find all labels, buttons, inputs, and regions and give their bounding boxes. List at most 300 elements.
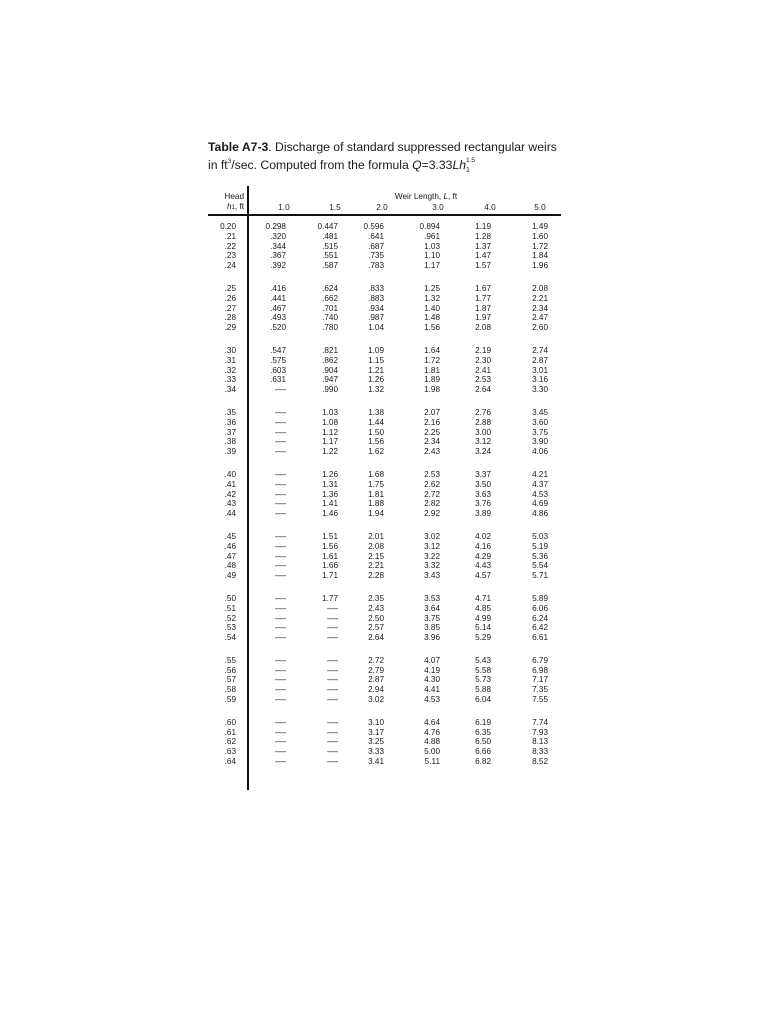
discharge-cell: 2.35 <box>368 593 384 603</box>
discharge-cell: 4.43 <box>475 561 491 571</box>
discharge-cell: .904 <box>322 365 338 375</box>
discharge-cell: 1.15 <box>368 355 384 365</box>
discharge-cell: 1.38 <box>368 407 384 417</box>
table-row <box>208 490 560 500</box>
discharge-cell: 1.26 <box>368 375 384 385</box>
discharge-cell: ----- <box>326 717 338 727</box>
discharge-cell: 1.03 <box>322 407 338 417</box>
row-group <box>208 594 560 643</box>
discharge-cell: .367 <box>270 251 286 261</box>
discharge-cell: 2.28 <box>368 571 384 581</box>
head-value-cell: .40 <box>224 469 236 479</box>
row-group <box>208 408 560 457</box>
discharge-cell: 1.26 <box>322 469 338 479</box>
discharge-cell: .735 <box>368 251 384 261</box>
discharge-cell: ----- <box>274 489 286 499</box>
discharge-cell: 6.04 <box>475 695 491 705</box>
discharge-cell: .551 <box>322 251 338 261</box>
discharge-cell: ----- <box>274 531 286 541</box>
discharge-cell: 1.49 <box>532 222 548 231</box>
table-row <box>208 437 560 447</box>
discharge-cell: 3.24 <box>475 447 491 457</box>
discharge-cell: 5.88 <box>475 685 491 695</box>
discharge-cell: 1.56 <box>368 437 384 447</box>
discharge-cell: 3.00 <box>475 427 491 437</box>
discharge-cell: ----- <box>274 499 286 509</box>
discharge-cell: 1.81 <box>424 365 440 375</box>
discharge-cell: 1.17 <box>322 437 338 447</box>
head-symbol: h <box>226 202 232 211</box>
discharge-cell: 2.21 <box>368 561 384 571</box>
discharge-cell: 2.30 <box>475 355 491 365</box>
table-row <box>208 261 560 271</box>
discharge-cell: 0.894 <box>419 222 440 231</box>
discharge-cell: ----- <box>326 633 338 643</box>
head-value-cell: .27 <box>224 303 236 313</box>
discharge-cell: .344 <box>270 241 286 251</box>
discharge-cell: 1.98 <box>424 385 440 395</box>
discharge-cell: 1.77 <box>475 293 491 303</box>
discharge-cell: 1.41 <box>322 499 338 509</box>
head-value-cell: .33 <box>224 375 236 385</box>
head-value-cell: .50 <box>224 593 236 603</box>
discharge-cell: 3.76 <box>475 499 491 509</box>
table-row <box>208 222 560 232</box>
column-header-1: 1.0 <box>278 203 290 212</box>
table-row <box>208 675 560 685</box>
discharge-cell: 2.82 <box>424 499 440 509</box>
discharge-cell: 1.10 <box>424 251 440 261</box>
discharge-cell: 7.35 <box>532 685 548 695</box>
caption-unit-sup: 3 <box>227 158 232 165</box>
discharge-cell: 3.90 <box>532 437 548 447</box>
discharge-cell: .392 <box>270 261 286 271</box>
table-row <box>208 375 560 385</box>
column-header-5: 4.0 <box>484 203 496 212</box>
discharge-cell: 2.47 <box>532 313 548 323</box>
head-value-cell: .38 <box>224 437 236 447</box>
discharge-cell: 7.93 <box>532 727 548 737</box>
table-row <box>208 532 560 542</box>
discharge-cell: 1.48 <box>424 313 440 323</box>
head-value-cell: .45 <box>224 531 236 541</box>
discharge-cell: 7.74 <box>532 717 548 727</box>
head-column-header <box>208 192 244 213</box>
header-rule <box>208 214 561 216</box>
discharge-cell: 3.75 <box>424 613 440 623</box>
table-row <box>208 447 560 457</box>
discharge-cell: 2.08 <box>475 323 491 333</box>
discharge-cell: 2.16 <box>424 417 440 427</box>
discharge-cell: 4.86 <box>532 509 548 519</box>
discharge-cell: 5.58 <box>475 665 491 675</box>
head-value-cell: .46 <box>224 541 236 551</box>
discharge-cell: ----- <box>274 613 286 623</box>
table-row <box>208 666 560 676</box>
head-value-cell: .63 <box>224 747 236 757</box>
discharge-cell: 4.16 <box>475 541 491 551</box>
table-row <box>208 499 560 509</box>
table-body <box>208 222 560 780</box>
table-row <box>208 313 560 323</box>
table-row <box>208 728 560 738</box>
discharge-cell: ----- <box>274 551 286 561</box>
table-row <box>208 232 560 242</box>
discharge-cell: 4.02 <box>475 531 491 541</box>
discharge-cell: 1.22 <box>322 447 338 457</box>
discharge-cell: 2.57 <box>368 623 384 633</box>
discharge-cell: .780 <box>322 323 338 333</box>
discharge-cell: 0.596 <box>363 222 384 231</box>
table-row <box>208 385 560 395</box>
discharge-cell: 3.32 <box>424 561 440 571</box>
discharge-cell: ----- <box>274 737 286 747</box>
discharge-cell: ----- <box>274 541 286 551</box>
column-header-3: 2.0 <box>376 203 388 212</box>
table-row <box>208 366 560 376</box>
discharge-cell: ----- <box>274 509 286 519</box>
discharge-cell: 2.53 <box>424 469 440 479</box>
discharge-cell: .862 <box>322 355 338 365</box>
discharge-cell: 1.81 <box>368 489 384 499</box>
discharge-cell: 2.94 <box>368 685 384 695</box>
discharge-cell: 1.25 <box>424 283 440 293</box>
discharge-cell: 1.31 <box>322 479 338 489</box>
discharge-cell: 5.00 <box>424 747 440 757</box>
formula-sub: 1 <box>466 167 470 174</box>
table-row <box>208 718 560 728</box>
discharge-cell: 2.76 <box>475 407 491 417</box>
discharge-cell: 2.25 <box>424 427 440 437</box>
discharge-cell: 2.21 <box>532 293 548 303</box>
discharge-cell: 1.28 <box>475 231 491 241</box>
discharge-cell: 7.17 <box>532 675 548 685</box>
row-group <box>208 284 560 333</box>
discharge-cell: 1.09 <box>368 345 384 355</box>
discharge-cell: 2.72 <box>368 655 384 665</box>
discharge-cell: 2.74 <box>532 345 548 355</box>
table-row <box>208 294 560 304</box>
table-row <box>208 470 560 480</box>
discharge-cell: 7.55 <box>532 695 548 705</box>
discharge-cell: .947 <box>322 375 338 385</box>
discharge-cell: 2.64 <box>475 385 491 395</box>
discharge-cell: 2.08 <box>368 541 384 551</box>
discharge-cell: .990 <box>322 385 338 395</box>
head-value-cell: .24 <box>224 261 236 271</box>
head-value-cell: .22 <box>224 241 236 251</box>
discharge-cell: 1.19 <box>475 222 491 231</box>
row-group <box>208 346 560 395</box>
discharge-cell: .783 <box>368 261 384 271</box>
discharge-cell: 1.60 <box>532 231 548 241</box>
discharge-cell: 2.79 <box>368 665 384 675</box>
discharge-cell: .662 <box>322 293 338 303</box>
discharge-cell: 2.34 <box>532 303 548 313</box>
discharge-cell: .883 <box>368 293 384 303</box>
discharge-cell: .481 <box>322 231 338 241</box>
table-row <box>208 656 560 666</box>
table-row <box>208 747 560 757</box>
discharge-cell: ----- <box>274 385 286 395</box>
discharge-cell: .961 <box>424 231 440 241</box>
discharge-cell: 5.89 <box>532 593 548 603</box>
discharge-cell: 6.79 <box>532 655 548 665</box>
discharge-cell: 1.03 <box>424 241 440 251</box>
head-value-cell: .49 <box>224 571 236 581</box>
discharge-cell: 3.60 <box>532 417 548 427</box>
discharge-cell: 1.67 <box>475 283 491 293</box>
discharge-cell: ----- <box>326 695 338 705</box>
caption-line-1 <box>208 138 568 156</box>
discharge-cell: ----- <box>274 685 286 695</box>
discharge-cell: 1.51 <box>322 531 338 541</box>
discharge-cell: 1.32 <box>368 385 384 395</box>
discharge-cell: 6.42 <box>532 623 548 633</box>
table-row <box>208 757 560 767</box>
discharge-cell: 2.88 <box>475 417 491 427</box>
discharge-cell: 2.60 <box>532 323 548 333</box>
discharge-cell: ----- <box>274 757 286 767</box>
discharge-cell: 3.02 <box>368 695 384 705</box>
discharge-cell: 3.01 <box>532 365 548 375</box>
discharge-cell: 6.35 <box>475 727 491 737</box>
discharge-cell: 4.53 <box>424 695 440 705</box>
weir-label-prefix: Weir Length, <box>394 192 444 201</box>
discharge-cell: 3.85 <box>424 623 440 633</box>
discharge-cell: ----- <box>274 633 286 643</box>
discharge-cell: .631 <box>270 375 286 385</box>
discharge-cell: 3.64 <box>424 603 440 613</box>
table-row <box>208 561 560 571</box>
head-value-cell: .44 <box>224 509 236 519</box>
head-value-cell: .59 <box>224 695 236 705</box>
discharge-cell: .740 <box>322 313 338 323</box>
discharge-cell: 4.57 <box>475 571 491 581</box>
discharge-cell: 6.98 <box>532 665 548 675</box>
discharge-cell: 1.32 <box>424 293 440 303</box>
discharge-cell: 1.47 <box>475 251 491 261</box>
table-caption <box>208 138 568 177</box>
discharge-cell: 4.37 <box>532 479 548 489</box>
weir-label-unit: , ft <box>448 192 458 201</box>
row-group <box>208 222 560 271</box>
discharge-cell: 6.06 <box>532 603 548 613</box>
head-unit-line <box>208 202 244 213</box>
discharge-cell: 3.63 <box>475 489 491 499</box>
discharge-cell: 1.57 <box>475 261 491 271</box>
discharge-cell: ----- <box>274 727 286 737</box>
discharge-cell: .987 <box>368 313 384 323</box>
caption-line-1-text: . Discharge of standard suppressed rectangular weirs <box>268 140 557 154</box>
table-row <box>208 604 560 614</box>
discharge-cell: .934 <box>368 303 384 313</box>
discharge-cell: 1.64 <box>424 345 440 355</box>
discharge-cell: 8.33 <box>532 747 548 757</box>
formula-sup: 1.5 <box>465 157 475 164</box>
discharge-cell: 2.62 <box>424 479 440 489</box>
table-row <box>208 594 560 604</box>
discharge-cell: 3.53 <box>424 593 440 603</box>
discharge-cell: 1.17 <box>424 261 440 271</box>
discharge-cell: 1.84 <box>532 251 548 261</box>
discharge-cell: ----- <box>326 665 338 675</box>
discharge-cell: 2.43 <box>424 447 440 457</box>
discharge-cell: ----- <box>274 593 286 603</box>
discharge-cell: 4.88 <box>424 737 440 747</box>
head-value-cell: .30 <box>224 345 236 355</box>
discharge-cell: 3.75 <box>532 427 548 437</box>
discharge-cell: 3.25 <box>368 737 384 747</box>
discharge-cell: 2.01 <box>368 531 384 541</box>
discharge-cell: ----- <box>326 623 338 633</box>
discharge-cell: 1.89 <box>424 375 440 385</box>
caption-line-2 <box>208 156 568 177</box>
discharge-cell: 6.19 <box>475 717 491 727</box>
discharge-cell: ----- <box>274 561 286 571</box>
discharge-cell: 3.37 <box>475 469 491 479</box>
head-value-cell: .41 <box>224 479 236 489</box>
discharge-cell: ----- <box>274 665 286 675</box>
head-value-cell: .21 <box>224 231 236 241</box>
head-value-cell: .54 <box>224 633 236 643</box>
discharge-cell: 5.54 <box>532 561 548 571</box>
discharge-cell: 2.64 <box>368 633 384 643</box>
head-value-cell: .51 <box>224 603 236 613</box>
discharge-cell: 5.11 <box>424 757 440 767</box>
discharge-cell: ----- <box>274 447 286 457</box>
row-group <box>208 718 560 767</box>
discharge-cell: .441 <box>270 293 286 303</box>
table-row <box>208 480 560 490</box>
discharge-cell: 4.64 <box>424 717 440 727</box>
discharge-cell: 0.447 <box>317 222 338 231</box>
discharge-cell: 3.22 <box>424 551 440 561</box>
discharge-cell: 6.61 <box>532 633 548 643</box>
formula-q: Q <box>412 158 422 172</box>
head-value-cell: .25 <box>224 283 236 293</box>
caption-line-2-text: /sec. Computed from the formula <box>231 158 413 172</box>
discharge-cell: 4.99 <box>475 613 491 623</box>
discharge-cell: ----- <box>326 685 338 695</box>
discharge-cell: .587 <box>322 261 338 271</box>
head-value-cell: .28 <box>224 313 236 323</box>
head-value-cell: .61 <box>224 727 236 737</box>
discharge-cell: .467 <box>270 303 286 313</box>
discharge-cell: 0.298 <box>265 222 286 231</box>
discharge-cell: 4.76 <box>424 727 440 737</box>
table-label: Table A7-3 <box>208 140 269 154</box>
discharge-cell: 1.21 <box>368 365 384 375</box>
discharge-cell: .833 <box>368 283 384 293</box>
discharge-cell: 3.50 <box>475 479 491 489</box>
discharge-cell: 1.75 <box>368 479 384 489</box>
discharge-cell: .520 <box>270 323 286 333</box>
head-sub: 1 <box>231 205 235 211</box>
head-value-cell: .31 <box>224 355 236 365</box>
discharge-cell: 2.50 <box>368 613 384 623</box>
table-row <box>208 251 560 261</box>
discharge-cell: ----- <box>326 613 338 623</box>
discharge-cell: 1.56 <box>424 323 440 333</box>
head-value-cell: .60 <box>224 717 236 727</box>
discharge-cell: ----- <box>326 675 338 685</box>
row-group <box>208 532 560 581</box>
discharge-cell: 2.34 <box>424 437 440 447</box>
head-unit: , ft <box>234 202 244 211</box>
discharge-cell: 6.50 <box>475 737 491 747</box>
discharge-cell: 1.12 <box>322 427 338 437</box>
head-value-cell: .47 <box>224 551 236 561</box>
table-row <box>208 737 560 747</box>
discharge-cell: ----- <box>326 737 338 747</box>
column-headers <box>248 203 560 213</box>
head-value-cell: .32 <box>224 365 236 375</box>
discharge-cell: 2.92 <box>424 509 440 519</box>
discharge-cell: .416 <box>270 283 286 293</box>
head-value-cell: .55 <box>224 655 236 665</box>
discharge-cell: ----- <box>274 417 286 427</box>
column-header-2: 1.5 <box>329 203 341 212</box>
discharge-cell: 4.69 <box>532 499 548 509</box>
head-value-cell: .48 <box>224 561 236 571</box>
head-value-cell: .26 <box>224 293 236 303</box>
discharge-cell: 1.62 <box>368 447 384 457</box>
discharge-cell: ----- <box>274 623 286 633</box>
discharge-cell: .603 <box>270 365 286 375</box>
discharge-cell: 2.15 <box>368 551 384 561</box>
head-value-cell: .43 <box>224 499 236 509</box>
discharge-cell: 5.14 <box>475 623 491 633</box>
table-row <box>208 346 560 356</box>
discharge-cell: 3.30 <box>532 385 548 395</box>
discharge-cell: 1.88 <box>368 499 384 509</box>
discharge-cell: .624 <box>322 283 338 293</box>
discharge-cell: 4.30 <box>424 675 440 685</box>
discharge-cell: 1.36 <box>322 489 338 499</box>
discharge-cell: .320 <box>270 231 286 241</box>
discharge-cell: 4.07 <box>424 655 440 665</box>
discharge-cell: 2.08 <box>532 283 548 293</box>
discharge-cell: 1.77 <box>322 593 338 603</box>
table-row <box>208 509 560 519</box>
head-value-cell: 0.20 <box>220 222 236 231</box>
discharge-cell: 2.53 <box>475 375 491 385</box>
discharge-cell: ----- <box>274 655 286 665</box>
table-row <box>208 633 560 643</box>
weir-length-header <box>248 192 560 202</box>
discharge-cell: 1.40 <box>424 303 440 313</box>
table-row <box>208 685 560 695</box>
head-label: Head <box>224 192 244 201</box>
discharge-cell: 3.33 <box>368 747 384 757</box>
weir-label-symbol: L <box>443 192 448 201</box>
discharge-cell: ----- <box>326 727 338 737</box>
formula-eq: =3.33 <box>421 158 453 172</box>
discharge-cell: 4.85 <box>475 603 491 613</box>
discharge-cell: 5.43 <box>475 655 491 665</box>
discharge-cell: ----- <box>274 747 286 757</box>
head-value-cell: .57 <box>224 675 236 685</box>
row-group <box>208 470 560 519</box>
head-value-cell: .35 <box>224 407 236 417</box>
discharge-cell: ----- <box>326 603 338 613</box>
discharge-cell: ----- <box>274 571 286 581</box>
discharge-cell: 1.66 <box>322 561 338 571</box>
discharge-cell: 8.52 <box>532 757 548 767</box>
head-value-cell: .58 <box>224 685 236 695</box>
discharge-cell: 1.97 <box>475 313 491 323</box>
